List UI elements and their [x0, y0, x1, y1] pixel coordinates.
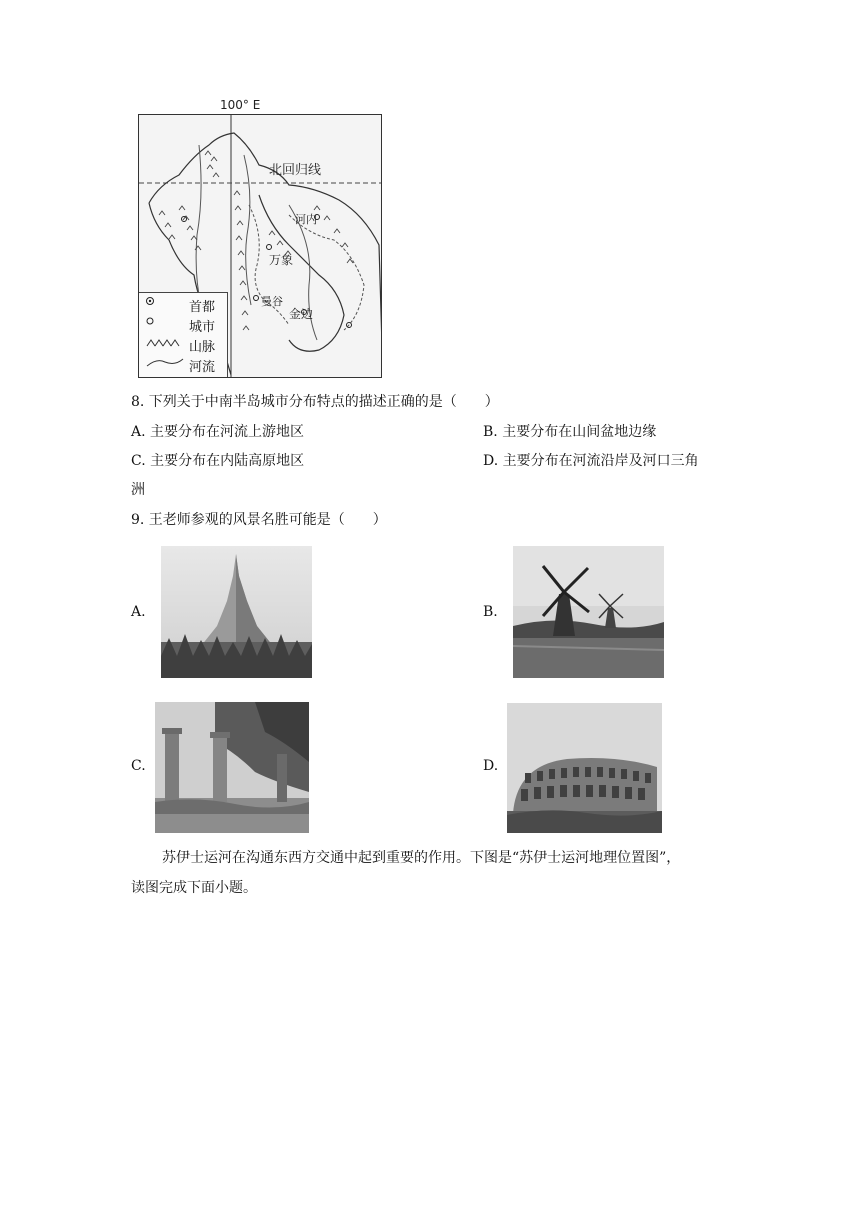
mountain-icon: [145, 338, 189, 354]
passage-line-1: 苏伊士运河在沟通东西方交通中起到重要的作用。下图是“苏伊士运河地理位置图”，: [162, 850, 681, 866]
legend-mountain: 山脉: [145, 336, 215, 355]
q8-option-b[interactable]: B. 主要分布在山间盆地边缘: [483, 424, 657, 440]
map-frame: [138, 114, 382, 378]
q9-option-b-letter[interactable]: B.: [483, 604, 498, 620]
legend-river: 河流: [145, 356, 215, 375]
city-phnom-penh: 金边: [289, 307, 314, 321]
tropic-label: 北回归线: [269, 163, 322, 178]
city-vientiane: 万象: [269, 253, 294, 267]
pagoda-photo[interactable]: [161, 546, 312, 678]
southeast-asia-map: [138, 98, 388, 386]
question-8-stem: 8. 下列关于中南半岛城市分布特点的描述正确的是（ ）: [131, 394, 499, 410]
q9-option-c-letter[interactable]: C.: [131, 758, 146, 774]
legend-city: 城市: [145, 316, 215, 335]
legend-capital: 首都: [145, 296, 215, 315]
q8-option-a[interactable]: A. 主要分布在河流上游地区: [131, 424, 305, 440]
columns-photo[interactable]: [155, 702, 309, 833]
map-legend: [139, 292, 228, 377]
city-hanoi: 河内: [295, 213, 317, 226]
city-bangkok: 曼谷: [261, 295, 283, 308]
longitude-label: 100° E: [220, 98, 261, 112]
q9-option-a-letter[interactable]: A.: [131, 604, 146, 620]
question-9-stem: 9. 王老师参观的风景名胜可能是（ ）: [131, 512, 387, 528]
river-icon: [145, 358, 189, 374]
passage-line-2: 读图完成下面小题。: [131, 880, 257, 896]
q8-option-d[interactable]: D. 主要分布在河流沿岸及河口三角: [483, 453, 699, 469]
capital-icon: [145, 298, 189, 314]
q8-option-d-wrap: 洲: [131, 482, 145, 498]
q9-option-d-letter[interactable]: D.: [483, 758, 499, 774]
city-icon: [145, 318, 189, 334]
q8-option-c[interactable]: C. 主要分布在内陆高原地区: [131, 453, 305, 469]
colosseum-photo[interactable]: [507, 703, 662, 833]
windmill-photo[interactable]: [513, 546, 664, 678]
